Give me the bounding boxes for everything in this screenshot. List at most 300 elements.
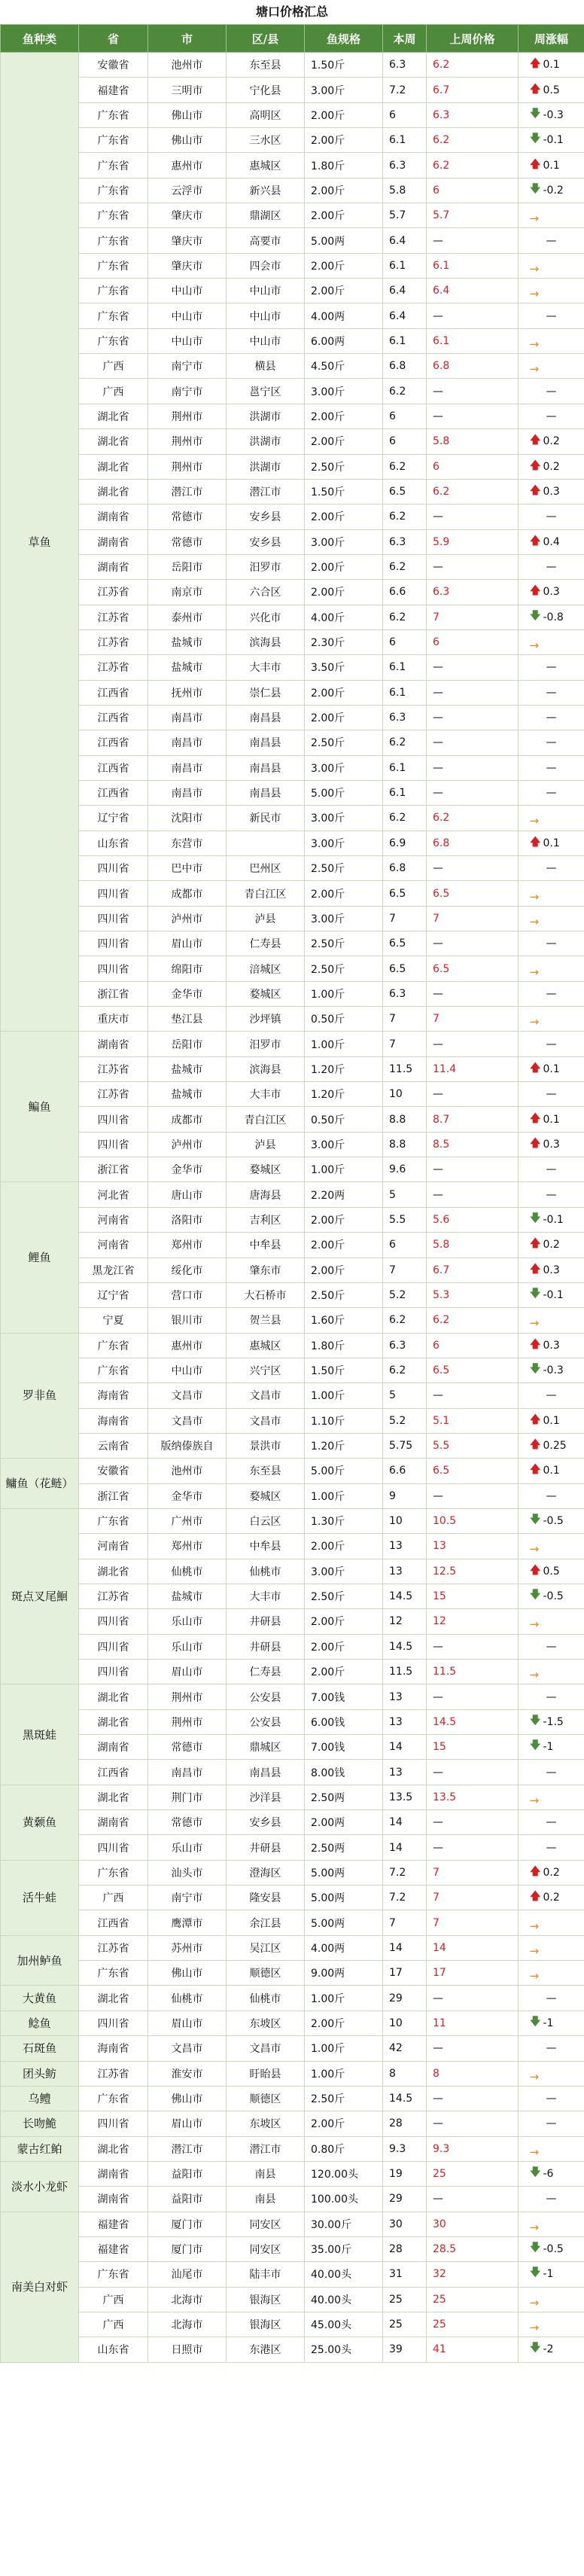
fish-type-cell: 淡水小龙虾	[1, 2161, 79, 2212]
city-cell: 鹰潭市	[148, 1910, 227, 1935]
table-row	[1, 203, 584, 228]
province-cell: 河南省	[79, 1207, 148, 1232]
this-week-cell: 7	[383, 1032, 427, 1056]
spec-cell: 25.00头	[305, 2337, 383, 2362]
this-week-cell: 9.3	[383, 2136, 427, 2161]
arrow-right-icon: →	[529, 639, 540, 653]
last-week-cell: 14.5	[427, 1709, 519, 1734]
city-cell: 盐城市	[148, 1056, 227, 1081]
this-week-cell: 6.1	[383, 253, 427, 278]
spec-cell: 2.00斤	[305, 680, 383, 705]
this-week-cell: 6.2	[383, 730, 427, 755]
header-this-week: 本周	[383, 25, 427, 53]
district-cell: 东至县	[227, 53, 305, 78]
spec-cell: 4.00两	[305, 1935, 383, 1960]
table-row	[1, 1634, 584, 1659]
change-cell: —	[519, 1182, 584, 1207]
table-row	[1, 1910, 584, 1935]
arrow-up-icon: 🡅	[529, 1889, 541, 1903]
arrow-right-icon: →	[529, 2069, 540, 2084]
last-week-cell: —	[427, 303, 519, 328]
arrow-right-icon: →	[529, 2295, 540, 2309]
change-value: 0.1	[543, 837, 560, 849]
fish-type-cell: 团头鲂	[1, 2061, 79, 2086]
province-cell: 辽宁省	[79, 806, 148, 831]
last-week-cell: —	[427, 404, 519, 428]
spec-cell: 2.50斤	[305, 454, 383, 479]
last-week-cell: 12.5	[427, 1559, 519, 1584]
spec-cell: 2.00斤	[305, 1258, 383, 1282]
table-row	[1, 2287, 584, 2312]
spec-cell: 2.00斤	[305, 1634, 383, 1659]
change-value: -0.2	[543, 184, 564, 197]
table-row	[1, 404, 584, 428]
this-week-cell: 7	[383, 1007, 427, 1032]
table-row	[1, 1935, 584, 1960]
city-cell: 潜江市	[148, 479, 227, 504]
change-cell	[519, 605, 584, 630]
last-week-cell: 6.4	[427, 279, 519, 303]
this-week-cell: 8.8	[383, 1107, 427, 1132]
last-week-cell: —	[427, 1810, 519, 1835]
this-week-cell: 29	[383, 1986, 427, 2010]
spec-cell: 2.00斤	[305, 203, 383, 228]
district-cell: 沙洋县	[227, 1785, 305, 1809]
arrow-up-icon: 🡅	[529, 483, 541, 497]
this-week-cell: 6	[383, 102, 427, 127]
city-cell: 眉山市	[148, 2111, 227, 2136]
change-cell: —	[519, 1157, 584, 1182]
change-cell	[519, 1709, 584, 1734]
table-row	[1, 580, 584, 605]
spec-cell: 2.50斤	[305, 856, 383, 881]
last-week-cell: 7	[427, 1007, 519, 1032]
city-cell: 厦门市	[148, 2236, 227, 2261]
table-row	[1, 1735, 584, 1760]
change-value: 0.25	[543, 1440, 567, 1453]
change-cell	[519, 2312, 584, 2337]
change-cell: —	[519, 505, 584, 529]
province-cell: 海南省	[79, 1408, 148, 1433]
district-cell: 井研县	[227, 1609, 305, 1634]
change-cell: —	[519, 1810, 584, 1835]
district-cell: 文昌市	[227, 1408, 305, 1433]
arrow-down-icon: 🡇	[529, 2340, 541, 2355]
city-cell: 中山市	[148, 1358, 227, 1383]
spec-cell: 120.00头	[305, 2161, 383, 2186]
spec-cell: 2.00斤	[305, 580, 383, 605]
header-row	[1, 25, 584, 53]
city-cell: 绥化市	[148, 1258, 227, 1282]
table-row	[1, 1383, 584, 1408]
spec-cell: 100.00头	[305, 2187, 383, 2212]
table-row	[1, 1233, 584, 1258]
this-week-cell: 7.2	[383, 1860, 427, 1885]
spec-cell: 3.00斤	[305, 831, 383, 855]
change-value: -0.3	[543, 108, 564, 121]
arrow-right-icon: →	[529, 287, 540, 301]
city-cell: 惠州市	[148, 1333, 227, 1358]
city-cell: 金华市	[148, 1157, 227, 1182]
change-cell: —	[519, 2187, 584, 2212]
table-row	[1, 2212, 584, 2236]
fish-type-cell: 蒙古红鲌	[1, 2136, 79, 2161]
change-cell	[519, 2161, 584, 2186]
spec-cell: 5.00两	[305, 1910, 383, 1935]
change-value: -1	[543, 1741, 554, 1754]
city-cell: 乐山市	[148, 1634, 227, 1659]
table-row	[1, 1182, 584, 1207]
city-cell: 荆州市	[148, 404, 227, 428]
district-cell: 新民市	[227, 806, 305, 831]
change-cell	[519, 203, 584, 228]
last-week-cell: 5.1	[427, 1408, 519, 1433]
spec-cell: 1.00斤	[305, 2036, 383, 2061]
change-value: -6	[543, 2168, 554, 2181]
change-cell	[519, 1935, 584, 1960]
spec-cell: 3.00斤	[305, 1132, 383, 1157]
city-cell: 中山市	[148, 328, 227, 353]
arrow-right-icon: →	[529, 1617, 540, 1632]
spec-cell: 2.50两	[305, 1785, 383, 1809]
province-cell: 四川省	[79, 881, 148, 906]
last-week-cell: —	[427, 931, 519, 956]
change-cell	[519, 2136, 584, 2161]
city-cell: 佛山市	[148, 128, 227, 153]
change-value: 0.3	[543, 586, 560, 599]
spec-cell: 1.00斤	[305, 1032, 383, 1056]
province-cell: 黑龙江省	[79, 1258, 148, 1282]
table-row	[1, 806, 584, 831]
this-week-cell: 7	[383, 906, 427, 931]
table-row	[1, 856, 584, 881]
province-cell: 广东省	[79, 228, 148, 253]
last-week-cell: 6.2	[427, 153, 519, 178]
spec-cell: 5.00斤	[305, 1459, 383, 1483]
change-cell: —	[519, 303, 584, 328]
province-cell: 广西	[79, 379, 148, 404]
last-week-cell: —	[427, 1986, 519, 2010]
province-cell: 广东省	[79, 328, 148, 353]
change-cell	[519, 479, 584, 504]
table-row	[1, 1483, 584, 1508]
last-week-cell: 11.4	[427, 1056, 519, 1081]
change-cell	[519, 1308, 584, 1333]
district-cell: 吴江区	[227, 1935, 305, 1960]
arrow-down-icon: 🡇	[529, 2014, 541, 2029]
district-cell: 吉利区	[227, 1207, 305, 1232]
change-value: 0.3	[543, 1138, 560, 1151]
this-week-cell: 11.5	[383, 1056, 427, 1081]
this-week-cell: 7.2	[383, 78, 427, 102]
district-cell: 安乡县	[227, 1810, 305, 1835]
table-row	[1, 2262, 584, 2287]
arrow-right-icon: →	[529, 212, 540, 226]
this-week-cell: 6.1	[383, 780, 427, 805]
district-cell: 婺城区	[227, 1157, 305, 1182]
last-week-cell: 30	[427, 2212, 519, 2236]
fish-type-cell: 鲤鱼	[1, 1182, 79, 1333]
this-week-cell: 6.1	[383, 655, 427, 680]
this-week-cell: 29	[383, 2187, 427, 2212]
last-week-cell: —	[427, 1483, 519, 1508]
last-week-cell: 6.5	[427, 881, 519, 906]
spec-cell: 3.00斤	[305, 78, 383, 102]
arrow-down-icon: 🡇	[529, 181, 541, 196]
change-cell: —	[519, 1483, 584, 1508]
this-week-cell: 6.2	[383, 605, 427, 630]
change-cell: —	[519, 981, 584, 1006]
change-value: -1	[543, 2268, 554, 2281]
this-week-cell: 9	[383, 1483, 427, 1508]
change-cell: —	[519, 1760, 584, 1785]
province-cell: 广东省	[79, 203, 148, 228]
change-cell	[519, 1886, 584, 1910]
table-row	[1, 705, 584, 730]
spec-cell: 4.00两	[305, 303, 383, 328]
last-week-cell: —	[427, 2111, 519, 2136]
city-cell: 益阳市	[148, 2187, 227, 2212]
district-cell: 六合区	[227, 580, 305, 605]
last-week-cell: 6.1	[427, 253, 519, 278]
change-cell	[519, 881, 584, 906]
province-cell: 湖北省	[79, 404, 148, 428]
city-cell: 南昌市	[148, 1760, 227, 1785]
table-row	[1, 1358, 584, 1383]
spec-cell: 35.00斤	[305, 2236, 383, 2261]
spec-cell: 0.50斤	[305, 1007, 383, 1032]
spec-cell: 1.00斤	[305, 1157, 383, 1182]
spec-cell: 2.00斤	[305, 1207, 383, 1232]
change-value: 0.2	[543, 1866, 560, 1879]
last-week-cell: —	[427, 755, 519, 780]
change-cell	[519, 1508, 584, 1533]
change-cell: —	[519, 931, 584, 956]
province-cell: 江苏省	[79, 2061, 148, 2086]
change-cell: —	[519, 379, 584, 404]
table-row	[1, 1886, 584, 1910]
change-value: 0.4	[543, 535, 560, 548]
change-value: 0.1	[543, 1062, 560, 1075]
spec-cell: 6.00钱	[305, 1709, 383, 1734]
arrow-right-icon: →	[529, 1316, 540, 1331]
change-cell	[519, 1433, 584, 1458]
district-cell: 宁化县	[227, 78, 305, 102]
district-cell: 横县	[227, 354, 305, 379]
district-cell: 崇仁县	[227, 680, 305, 705]
arrow-down-icon: 🡇	[529, 1361, 541, 1376]
district-cell: 兴化市	[227, 605, 305, 630]
fish-type-cell: 加州鲈鱼	[1, 1935, 79, 1986]
last-week-cell: 6.5	[427, 1459, 519, 1483]
arrow-up-icon: 🡅	[529, 81, 541, 96]
table-body	[1, 53, 584, 2363]
last-week-cell: —	[427, 1634, 519, 1659]
province-cell: 宁夏	[79, 1308, 148, 1333]
province-cell: 湖南省	[79, 2161, 148, 2186]
this-week-cell: 6.3	[383, 981, 427, 1006]
arrow-down-icon: 🡇	[529, 1211, 541, 1225]
change-cell	[519, 128, 584, 153]
table-row	[1, 328, 584, 353]
last-week-cell: —	[427, 680, 519, 705]
this-week-cell: 6.3	[383, 1333, 427, 1358]
last-week-cell: 5.7	[427, 203, 519, 228]
district-cell	[227, 831, 305, 855]
table-row	[1, 1609, 584, 1634]
change-cell: —	[519, 780, 584, 805]
district-cell: 唐海县	[227, 1182, 305, 1207]
city-cell: 金华市	[148, 981, 227, 1006]
header-district: 区/县	[227, 25, 305, 53]
fish-type-cell: 鳙鱼（花鲢）	[1, 1459, 79, 1509]
last-week-cell: 5.5	[427, 1433, 519, 1458]
this-week-cell: 6.1	[383, 328, 427, 353]
spec-cell: 2.00斤	[305, 705, 383, 730]
spec-cell: 2.50斤	[305, 956, 383, 981]
city-cell: 荆门市	[148, 1785, 227, 1809]
table-row	[1, 2010, 584, 2035]
this-week-cell: 6	[383, 1233, 427, 1258]
arrow-down-icon: 🡇	[529, 1286, 541, 1300]
spec-cell: 2.00斤	[305, 178, 383, 203]
spec-cell: 3.50斤	[305, 655, 383, 680]
spec-cell: 2.00斤	[305, 1534, 383, 1559]
city-cell: 南京市	[148, 580, 227, 605]
this-week-cell: 14.5	[383, 2086, 427, 2111]
spec-cell: 2.50斤	[305, 931, 383, 956]
arrow-up-icon: 🡅	[529, 1562, 541, 1577]
table-row	[1, 981, 584, 1006]
district-cell: 潜江市	[227, 479, 305, 504]
change-value: -0.3	[543, 1364, 564, 1377]
province-cell: 四川省	[79, 1107, 148, 1132]
province-cell: 江苏省	[79, 1584, 148, 1608]
province-cell: 江西省	[79, 730, 148, 755]
last-week-cell: 11	[427, 2010, 519, 2035]
fish-type-cell: 斑点叉尾鮰	[1, 1508, 79, 1684]
change-cell	[519, 1459, 584, 1483]
table-row	[1, 1333, 584, 1358]
city-cell: 池州市	[148, 53, 227, 78]
this-week-cell: 13	[383, 1709, 427, 1734]
change-cell: —	[519, 655, 584, 680]
province-cell: 福建省	[79, 2212, 148, 2236]
district-cell: 大丰市	[227, 655, 305, 680]
city-cell: 淮安市	[148, 2061, 227, 2086]
district-cell: 南县	[227, 2187, 305, 2212]
change-cell	[519, 1534, 584, 1559]
arrow-up-icon: 🡅	[529, 533, 541, 547]
city-cell: 广州市	[148, 1508, 227, 1533]
this-week-cell: 17	[383, 1961, 427, 1986]
city-cell: 三明市	[148, 78, 227, 102]
change-cell	[519, 153, 584, 178]
change-cell	[519, 102, 584, 127]
city-cell: 唐山市	[148, 1182, 227, 1207]
this-week-cell: 6.2	[383, 554, 427, 579]
city-cell: 南宁市	[148, 1886, 227, 1910]
arrow-right-icon: →	[529, 889, 540, 904]
province-cell: 湖南省	[79, 1735, 148, 1760]
spec-cell: 1.30斤	[305, 1508, 383, 1533]
district-cell: 南昌县	[227, 730, 305, 755]
change-cell: —	[519, 1032, 584, 1056]
last-week-cell: —	[427, 505, 519, 529]
table-row	[1, 1760, 584, 1785]
district-cell: 景洪市	[227, 1433, 305, 1458]
district-cell: 仙桃市	[227, 1986, 305, 2010]
this-week-cell: 8	[383, 2061, 427, 2086]
spec-cell: 1.80斤	[305, 1333, 383, 1358]
city-cell: 抚州市	[148, 680, 227, 705]
spec-cell: 2.50斤	[305, 2086, 383, 2111]
change-cell	[519, 279, 584, 303]
province-cell: 湖北省	[79, 1709, 148, 1734]
province-cell: 江西省	[79, 680, 148, 705]
change-cell: —	[519, 1986, 584, 2010]
last-week-cell: 17	[427, 1961, 519, 1986]
city-cell: 绵阳市	[148, 956, 227, 981]
fish-type-cell: 草鱼	[1, 53, 79, 1032]
province-cell: 江苏省	[79, 1082, 148, 1107]
table-row	[1, 1860, 584, 1885]
province-cell: 浙江省	[79, 1483, 148, 1508]
province-cell: 江苏省	[79, 580, 148, 605]
arrow-right-icon: →	[529, 2321, 540, 2335]
city-cell: 垫江县	[148, 1007, 227, 1032]
spec-cell: 2.50两	[305, 1835, 383, 1860]
last-week-cell: 13	[427, 1534, 519, 1559]
spec-cell: 2.00斤	[305, 881, 383, 906]
table-row	[1, 1709, 584, 1734]
province-cell: 湖北省	[79, 429, 148, 454]
table-row	[1, 1308, 584, 1333]
spec-cell: 2.00斤	[305, 253, 383, 278]
district-cell: 滨海县	[227, 630, 305, 654]
change-cell	[519, 956, 584, 981]
city-cell: 厦门市	[148, 2212, 227, 2236]
city-cell: 眉山市	[148, 1660, 227, 1684]
city-cell: 中山市	[148, 279, 227, 303]
province-cell: 重庆市	[79, 1007, 148, 1032]
city-cell: 郑州市	[148, 1534, 227, 1559]
change-cell	[519, 1233, 584, 1258]
table-row	[1, 956, 584, 981]
province-cell: 江苏省	[79, 655, 148, 680]
change-value: -0.1	[543, 134, 564, 147]
province-cell: 四川省	[79, 956, 148, 981]
city-cell: 荆州市	[148, 454, 227, 479]
city-cell: 佛山市	[148, 2086, 227, 2111]
last-week-cell: 7	[427, 1860, 519, 1885]
district-cell: 三水区	[227, 128, 305, 153]
city-cell: 成都市	[148, 881, 227, 906]
arrow-right-icon: →	[529, 965, 540, 979]
arrow-down-icon: 🡇	[529, 1738, 541, 1752]
last-week-cell: 10.5	[427, 1508, 519, 1533]
change-cell	[519, 53, 584, 78]
this-week-cell: 13	[383, 1760, 427, 1785]
arrow-down-icon: 🡇	[529, 1713, 541, 1727]
this-week-cell: 30	[383, 2212, 427, 2236]
change-cell	[519, 1007, 584, 1032]
table-row	[1, 2136, 584, 2161]
province-cell: 广东省	[79, 1961, 148, 1986]
arrow-down-icon: 🡇	[529, 2265, 541, 2279]
city-cell: 盐城市	[148, 1082, 227, 1107]
spec-cell: 1.50斤	[305, 479, 383, 504]
